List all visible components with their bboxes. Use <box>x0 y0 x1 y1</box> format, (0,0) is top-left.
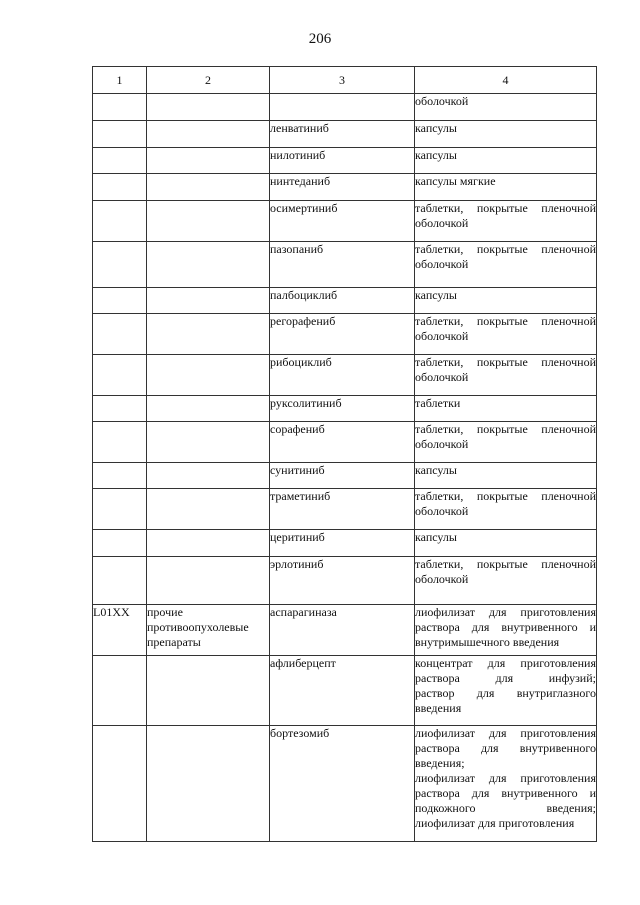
dosage-form-line: оболочкой <box>415 94 469 108</box>
anatomical-therapeutic-group-cell <box>147 726 270 842</box>
group-text-line: противоопухолевые <box>147 620 249 634</box>
anatomical-therapeutic-group-cell <box>147 422 270 463</box>
dosage-form-line: таблетки, покрытые пленочной <box>415 314 596 328</box>
dosage-form-cell <box>415 121 597 148</box>
anatomical-therapeutic-group-cell <box>147 174 270 201</box>
dosage-form-cell <box>415 656 597 726</box>
table-row <box>93 557 597 605</box>
table-body <box>93 94 597 842</box>
atc-code-cell <box>93 656 147 726</box>
anatomical-therapeutic-group-cell <box>147 396 270 422</box>
dosage-form-line: таблетки, покрытые пленочной <box>415 201 596 215</box>
table-row <box>93 94 597 121</box>
dosage-form-line: лиофилизат для приготовления <box>415 816 575 830</box>
dosage-form-line: капсулы <box>415 148 457 162</box>
table-row <box>93 530 597 557</box>
table-row <box>93 242 597 288</box>
dosage-form-line: введения; <box>415 756 465 770</box>
anatomical-therapeutic-group-cell <box>147 242 270 288</box>
dosage-form-line: раствора для внутривенного и <box>415 620 596 634</box>
anatomical-therapeutic-group-cell <box>147 656 270 726</box>
drug-name-cell: палбоциклиб <box>270 288 415 314</box>
dosage-form-line: введения <box>415 701 462 715</box>
drug-name-cell: афлиберцепт <box>270 656 415 726</box>
table-row <box>93 148 597 174</box>
atc-code-cell <box>93 489 147 530</box>
dosage-form-line: раствор для внутриглазного <box>415 686 596 700</box>
drug-name-cell: сунитиниб <box>270 463 415 489</box>
dosage-form-line: таблетки, покрытые пленочной <box>415 355 596 369</box>
table-row <box>93 396 597 422</box>
anatomical-therapeutic-group-cell <box>147 463 270 489</box>
dosage-form-line: оболочкой <box>415 437 469 451</box>
dosage-form-line: оболочкой <box>415 572 469 586</box>
column-header-3: 3 <box>270 67 415 94</box>
drug-name-cell: аспарагиназа <box>270 605 415 656</box>
atc-code-cell <box>93 201 147 242</box>
atc-code-cell <box>93 121 147 148</box>
dosage-form-line: капсулы <box>415 530 457 544</box>
group-text-line: прочие <box>147 605 183 619</box>
drug-name-cell: нинтеданиб <box>270 174 415 201</box>
atc-code-cell <box>93 288 147 314</box>
drug-table <box>92 66 597 842</box>
dosage-form-line: лиофилизат для приготовления <box>415 605 596 619</box>
dosage-form-cell <box>415 94 597 121</box>
column-header-1: 1 <box>93 67 147 94</box>
dosage-form-cell <box>415 288 597 314</box>
dosage-form-cell <box>415 605 597 656</box>
dosage-form-line: раствора для внутривенного <box>415 741 596 755</box>
anatomical-therapeutic-group-cell <box>147 314 270 355</box>
dosage-form-line: оболочкой <box>415 257 469 271</box>
table-row <box>93 121 597 148</box>
drug-name-cell: пазопаниб <box>270 242 415 288</box>
dosage-form-cell <box>415 557 597 605</box>
anatomical-therapeutic-group-cell <box>147 530 270 557</box>
dosage-form-line: концентрат для приготовления <box>415 656 596 670</box>
anatomical-therapeutic-group-cell <box>147 121 270 148</box>
atc-code-cell <box>93 396 147 422</box>
drug-name-cell: рибоциклиб <box>270 355 415 396</box>
dosage-form-cell <box>415 174 597 201</box>
dosage-form-line: оболочкой <box>415 504 469 518</box>
atc-code-cell <box>93 314 147 355</box>
atc-code-cell <box>93 557 147 605</box>
anatomical-therapeutic-group-cell <box>147 201 270 242</box>
dosage-form-line: капсулы <box>415 288 457 302</box>
dosage-form-cell <box>415 148 597 174</box>
column-header-4: 4 <box>415 67 597 94</box>
dosage-form-cell <box>415 422 597 463</box>
drug-name-cell: бортезомиб <box>270 726 415 842</box>
atc-code-cell <box>93 422 147 463</box>
dosage-form-line: оболочкой <box>415 329 469 343</box>
dosage-form-line: таблетки, покрытые пленочной <box>415 242 596 256</box>
atc-code-cell <box>93 726 147 842</box>
drug-name-cell: ленватиниб <box>270 121 415 148</box>
table-row <box>93 314 597 355</box>
atc-code-cell <box>93 148 147 174</box>
atc-code-cell: L01XX <box>93 605 147 656</box>
table-row <box>93 174 597 201</box>
dosage-form-line: лиофилизат для приготовления <box>415 726 596 740</box>
dosage-form-cell <box>415 489 597 530</box>
page-number: 206 <box>308 31 332 47</box>
atc-code-cell <box>93 530 147 557</box>
dosage-form-line: капсулы <box>415 463 457 477</box>
drug-name-cell: осимертиниб <box>270 201 415 242</box>
anatomical-therapeutic-group-cell <box>147 605 270 656</box>
dosage-form-line: подкожного введения; <box>415 801 596 815</box>
table-row <box>93 463 597 489</box>
atc-code-cell <box>93 174 147 201</box>
dosage-form-cell <box>415 201 597 242</box>
table-header-row <box>93 67 597 94</box>
anatomical-therapeutic-group-cell <box>147 355 270 396</box>
dosage-form-line: лиофилизат для приготовления <box>415 771 596 785</box>
column-header-2: 2 <box>147 67 270 94</box>
dosage-form-line: капсулы <box>415 121 457 135</box>
drug-name-cell: сорафениб <box>270 422 415 463</box>
table-row <box>93 355 597 396</box>
dosage-form-cell <box>415 242 597 288</box>
anatomical-therapeutic-group-cell <box>147 557 270 605</box>
dosage-form-cell <box>415 530 597 557</box>
anatomical-therapeutic-group-cell <box>147 94 270 121</box>
dosage-form-cell <box>415 463 597 489</box>
table-row <box>93 201 597 242</box>
atc-code-cell <box>93 94 147 121</box>
dosage-form-cell <box>415 396 597 422</box>
dosage-form-line: таблетки, покрытые пленочной <box>415 557 596 571</box>
drug-name-cell: нилотиниб <box>270 148 415 174</box>
table-row <box>93 422 597 463</box>
table-row <box>93 656 597 726</box>
anatomical-therapeutic-group-cell <box>147 489 270 530</box>
atc-code-cell <box>93 463 147 489</box>
group-text-line: препараты <box>147 635 201 649</box>
dosage-form-line: капсулы мягкие <box>415 174 496 188</box>
anatomical-therapeutic-group-cell <box>147 148 270 174</box>
dosage-form-line: оболочкой <box>415 216 469 230</box>
table-row <box>93 288 597 314</box>
drug-name-cell: руксолитиниб <box>270 396 415 422</box>
drug-name-cell: регорафениб <box>270 314 415 355</box>
dosage-form-line: оболочкой <box>415 370 469 384</box>
atc-code-cell <box>93 242 147 288</box>
table-row <box>93 489 597 530</box>
dosage-form-line: таблетки <box>415 396 461 410</box>
dosage-form-line: раствора для инфузий; <box>415 671 596 685</box>
dosage-form-line: внутримышечного введения <box>415 635 560 649</box>
anatomical-therapeutic-group-cell <box>147 288 270 314</box>
drug-name-cell <box>270 94 415 121</box>
table-row <box>93 605 597 656</box>
drug-name-cell: эрлотиниб <box>270 557 415 605</box>
dosage-form-line: таблетки, покрытые пленочной <box>415 422 596 436</box>
drug-name-cell: траметиниб <box>270 489 415 530</box>
dosage-form-cell <box>415 314 597 355</box>
dosage-form-line: таблетки, покрытые пленочной <box>415 489 596 503</box>
atc-code-cell <box>93 355 147 396</box>
drug-name-cell: церитиниб <box>270 530 415 557</box>
dosage-form-cell <box>415 355 597 396</box>
dosage-form-line: раствора для внутривенного и <box>415 786 596 800</box>
dosage-form-cell <box>415 726 597 842</box>
table-row <box>93 726 597 842</box>
